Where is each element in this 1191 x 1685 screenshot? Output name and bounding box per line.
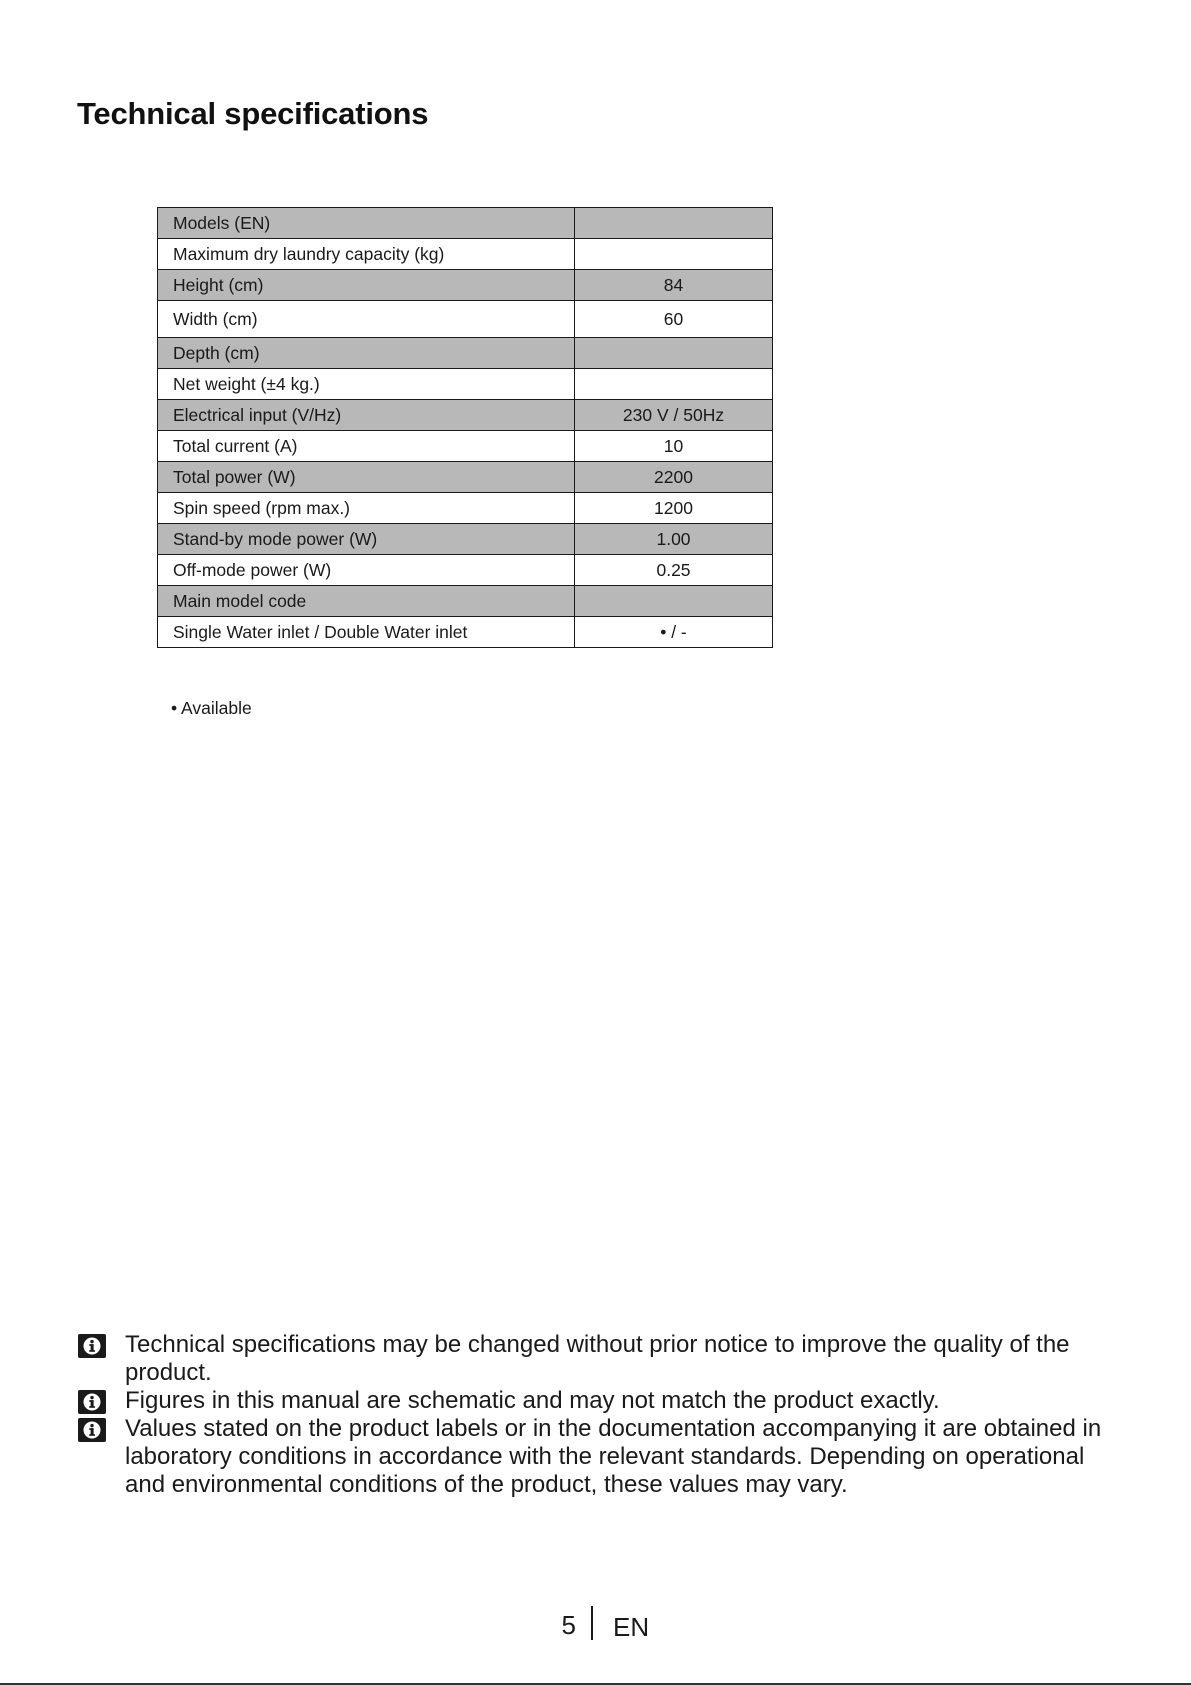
spec-value <box>575 586 773 617</box>
spec-label: Electrical input (V/Hz) <box>158 400 575 431</box>
spec-row-electrical-input <box>158 400 773 431</box>
spec-table-body <box>158 208 773 648</box>
spec-label: Height (cm) <box>158 270 575 301</box>
note-text: Figures in this manual are schematic and may not match the product exactly. <box>125 1387 940 1414</box>
spec-label: Depth (cm) <box>158 338 575 369</box>
note-item <box>78 1415 1123 1499</box>
spec-row-water-inlet <box>158 617 773 648</box>
note-item <box>78 1387 1123 1415</box>
page-footer <box>0 1606 1191 1646</box>
spec-label: Stand-by mode power (W) <box>158 524 575 555</box>
notes-list <box>78 1331 1123 1499</box>
spec-value <box>575 208 773 239</box>
spec-value: • / - <box>575 617 773 648</box>
spec-value <box>575 369 773 400</box>
spec-label: Off-mode power (W) <box>158 555 575 586</box>
spec-label: Main model code <box>158 586 575 617</box>
spec-row-models <box>158 208 773 239</box>
footer-language: EN <box>613 1612 650 1642</box>
spec-label: Models (EN) <box>158 208 575 239</box>
spec-row-main-model-code <box>158 586 773 617</box>
spec-value: 1.00 <box>575 524 773 555</box>
spec-row-total-current <box>158 431 773 462</box>
spec-value: 84 <box>575 270 773 301</box>
info-icon <box>78 1334 106 1358</box>
spec-value: 0.25 <box>575 555 773 586</box>
spec-value <box>575 338 773 369</box>
spec-row-spin-speed <box>158 493 773 524</box>
spec-value <box>575 239 773 270</box>
spec-table <box>157 207 773 648</box>
spec-row-off-mode-power <box>158 555 773 586</box>
spec-row-net-weight <box>158 369 773 400</box>
spec-value: 1200 <box>575 493 773 524</box>
spec-label: Maximum dry laundry capacity (kg) <box>158 239 575 270</box>
spec-label: Spin speed (rpm max.) <box>158 493 575 524</box>
spec-row-capacity <box>158 239 773 270</box>
spec-label: Width (cm) <box>158 301 575 338</box>
spec-value: 60 <box>575 301 773 338</box>
spec-value: 2200 <box>575 462 773 493</box>
spec-value: 230 V / 50Hz <box>575 400 773 431</box>
page-number: 5 <box>561 1610 576 1640</box>
spec-label: Single Water inlet / Double Water inlet <box>158 617 575 648</box>
spec-value: 10 <box>575 431 773 462</box>
info-icon <box>78 1418 106 1442</box>
spec-row-total-power <box>158 462 773 493</box>
page-title: Technical specifications <box>77 96 429 131</box>
footer-divider <box>591 1606 593 1640</box>
note-item <box>78 1331 1123 1387</box>
note-text: Values stated on the product labels or in the documentation accompanying it are obtained in laboratory conditions in accordance with the relevant standards. Depending on operational and environmental conditions of the product, these values may vary. <box>125 1415 1102 1498</box>
note-text: Technical specifications may be changed without prior notice to improve the quality of the product. <box>125 1331 1070 1386</box>
table-footnote: • Available <box>171 698 252 718</box>
spec-row-height <box>158 270 773 301</box>
info-icon <box>78 1390 106 1414</box>
spec-row-depth <box>158 338 773 369</box>
spec-label: Total power (W) <box>158 462 575 493</box>
spec-row-standby-power <box>158 524 773 555</box>
spec-row-width <box>158 301 773 338</box>
spec-label: Net weight (±4 kg.) <box>158 369 575 400</box>
spec-label: Total current (A) <box>158 431 575 462</box>
